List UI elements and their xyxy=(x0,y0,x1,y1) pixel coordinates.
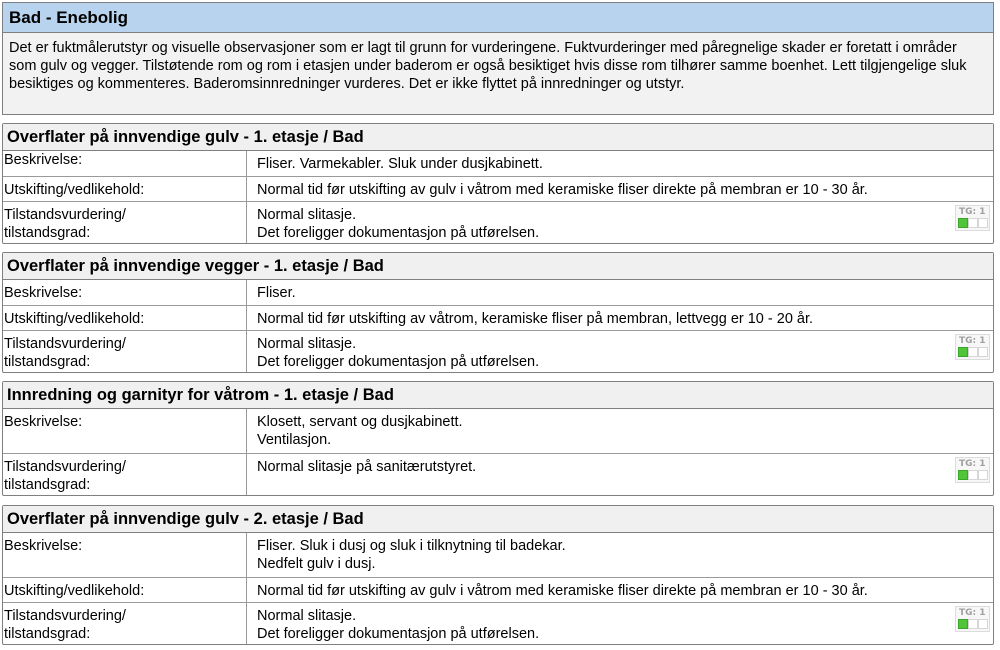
table-row xyxy=(3,305,993,330)
row-label xyxy=(3,453,247,495)
value-text: Normal slitasje. xyxy=(257,206,357,223)
row-label xyxy=(3,409,247,453)
tg-level-bar xyxy=(958,347,988,357)
tg-label: TG: 1 xyxy=(959,206,986,217)
label-text: Utskifting/vedlikehold: xyxy=(4,582,145,599)
tg-cell-3 xyxy=(978,470,988,480)
row-value xyxy=(247,305,994,330)
table-row xyxy=(3,330,993,372)
row-label xyxy=(3,280,247,305)
table-row xyxy=(3,602,993,644)
label-text: tilstandsgrad: xyxy=(4,476,91,493)
intro-line: Det er fuktmålerutstyr og visuelle observasjoner som er lagt til grunn for vurderingene. Fuktvurderinger med påregnelige skader xyxy=(9,40,826,56)
row-value xyxy=(247,176,994,201)
row-value xyxy=(247,201,994,243)
row-label xyxy=(3,176,247,201)
label-text: Beskrivelse: xyxy=(4,152,83,168)
section-table xyxy=(3,409,993,495)
row-label xyxy=(3,602,247,644)
section-title: Overflater på innvendige gulv - 1. etasje / Bad xyxy=(3,124,993,151)
value-text: Fliser. xyxy=(257,285,296,301)
tg-label: TG: 1 xyxy=(959,335,986,346)
tg-cell-2 xyxy=(968,619,978,629)
label-text: Tilstandsvurdering/ xyxy=(4,607,126,624)
section-table xyxy=(3,533,993,644)
section-vegger-1-etasje xyxy=(2,252,994,373)
tg-cell-1 xyxy=(958,347,968,357)
row-label xyxy=(3,577,247,602)
value-text: Nedfelt gulv i dusj. xyxy=(257,556,376,572)
label-text: tilstandsgrad: xyxy=(4,353,91,370)
intro-line: tilhører samme boenhet. Lett tilgjengelige sluk besiktiges og kommenteres. Baderomsinnredninger vurderes. Det er ikke flyttet på xyxy=(9,58,967,92)
tg-cell-2 xyxy=(968,218,978,228)
tg-level-bar xyxy=(958,619,988,629)
label-text: Tilstandsvurdering/ xyxy=(4,458,126,475)
label-text: tilstandsgrad: xyxy=(4,224,91,241)
intro-line: er foretatt i områder som gulv og vegger. Tilstøtende rom og rom i etasjen under baderom er også besiktiget hvis disse rom xyxy=(9,40,957,74)
value-text: Klosett, servant og dusjkabinett. xyxy=(257,414,463,430)
tg-cell-1 xyxy=(958,619,968,629)
value-text: Det foreligger dokumentasjon på utførelsen. xyxy=(257,625,540,642)
section-title: Innredning og garnityr for våtrom - 1. etasje / Bad xyxy=(3,382,993,409)
table-row xyxy=(3,577,993,602)
value-text: Normal slitasje. xyxy=(257,607,357,624)
section-title: Overflater på innvendige gulv - 2. etasje / Bad xyxy=(3,506,993,533)
section-gulv-1-etasje xyxy=(2,123,994,244)
tg-cell-1 xyxy=(958,218,968,228)
section-title: Overflater på innvendige vegger - 1. etasje / Bad xyxy=(3,253,993,280)
intro-text xyxy=(3,33,993,93)
tg-badge xyxy=(955,205,990,231)
section-table xyxy=(3,151,993,243)
tg-level-bar xyxy=(958,470,988,480)
table-row xyxy=(3,409,993,453)
value-text: Normal tid før utskifting av gulv i våtrom med keramiske fliser direkte på membran er 10 - 30 år. xyxy=(257,582,868,599)
tg-label: TG: 1 xyxy=(959,458,986,469)
tg-cell-3 xyxy=(978,218,988,228)
section-gulv-2-etasje xyxy=(2,505,994,645)
tg-cell-2 xyxy=(968,470,978,480)
row-label xyxy=(3,151,247,176)
intro-panel xyxy=(2,2,994,115)
table-row xyxy=(3,533,993,577)
row-label xyxy=(3,305,247,330)
value-text: Det foreligger dokumentasjon på utførelsen. xyxy=(257,224,540,241)
tg-badge xyxy=(955,457,990,483)
table-row xyxy=(3,176,993,201)
section-table xyxy=(3,280,993,372)
row-value xyxy=(247,602,994,644)
row-value xyxy=(247,151,994,176)
label-text: Beskrivelse: xyxy=(4,285,83,301)
label-text: Tilstandsvurdering/ xyxy=(4,206,126,223)
value-text: Normal tid før utskifting av gulv i våtrom med keramiske fliser direkte på membran er 10 - 30 år. xyxy=(257,181,868,198)
row-value xyxy=(247,453,994,495)
table-row xyxy=(3,151,993,176)
row-label xyxy=(3,201,247,243)
table-row xyxy=(3,201,993,243)
table-row xyxy=(3,280,993,305)
label-text: Tilstandsvurdering/ xyxy=(4,335,126,352)
label-text: Utskifting/vedlikehold: xyxy=(4,310,145,327)
row-value xyxy=(247,577,994,602)
tg-cell-3 xyxy=(978,619,988,629)
row-label xyxy=(3,330,247,372)
intro-line: innredninger og utstyr. xyxy=(540,76,685,92)
value-text: Fliser. Varmekabler. Sluk under dusjkabinett. xyxy=(257,156,543,172)
row-value xyxy=(247,330,994,372)
label-text: Beskrivelse: xyxy=(4,414,83,430)
value-text: Det foreligger dokumentasjon på utførelsen. xyxy=(257,353,540,370)
section-innredning-1-etasje xyxy=(2,381,994,496)
tg-badge xyxy=(955,606,990,632)
row-value xyxy=(247,533,994,577)
value-text: Fliser. Sluk i dusj og sluk i tilknytning til badekar. xyxy=(257,538,566,554)
value-text: Ventilasjon. xyxy=(257,432,332,448)
row-value xyxy=(247,280,994,305)
row-value xyxy=(247,409,994,453)
tg-cell-2 xyxy=(968,347,978,357)
label-text: tilstandsgrad: xyxy=(4,625,91,642)
label-text: Utskifting/vedlikehold: xyxy=(4,181,145,198)
value-text: Normal slitasje på sanitærutstyret. xyxy=(257,458,477,475)
label-text: Beskrivelse: xyxy=(4,538,83,554)
intro-title: Bad - Enebolig xyxy=(3,3,993,33)
tg-level-bar xyxy=(958,218,988,228)
tg-cell-3 xyxy=(978,347,988,357)
tg-label: TG: 1 xyxy=(959,607,986,618)
value-text: Normal tid før utskifting av våtrom, keramiske fliser på membran, lettvegg er 10 - 20 år. xyxy=(257,310,814,327)
table-row xyxy=(3,453,993,495)
row-label xyxy=(3,533,247,577)
value-text: Normal slitasje. xyxy=(257,335,357,352)
tg-badge xyxy=(955,334,990,360)
tg-cell-1 xyxy=(958,470,968,480)
